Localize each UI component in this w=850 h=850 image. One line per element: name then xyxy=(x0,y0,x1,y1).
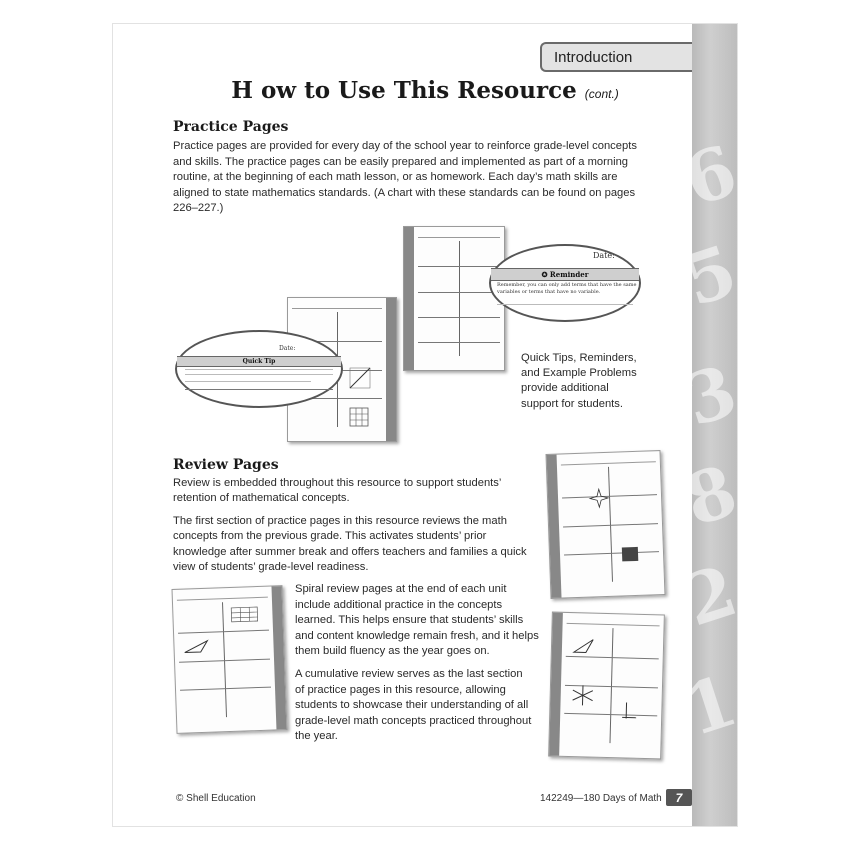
intersecting-lines-icon xyxy=(572,685,593,706)
lightbulb-icon: ✪ xyxy=(541,270,550,279)
reminder-text: Remember, you can only add terms that have the same xyxy=(497,282,637,288)
text-line xyxy=(185,374,333,375)
page-title xyxy=(0,77,850,104)
practice-page-thumbnail xyxy=(403,226,505,371)
footer-book-title: 142249—180 Days of Math xyxy=(540,793,662,804)
review-heading: Review Pages xyxy=(173,457,279,473)
text-line xyxy=(497,304,633,305)
practice-line: and skills. The practice pages can be easily prepared and implemented as part of a morning xyxy=(173,156,629,168)
review-line: view of students’ grade-level readiness. xyxy=(173,561,369,573)
decorative-numeral: 8 xyxy=(674,448,747,543)
review-page-thumbnail xyxy=(546,450,666,599)
practice-line: 226–227.) xyxy=(173,202,224,214)
reminder-date: Date: xyxy=(593,251,615,260)
thumbnail-header xyxy=(561,455,656,465)
review-line: grade-level math concepts practiced throughout xyxy=(295,715,532,727)
thumbnail-grid xyxy=(418,241,500,356)
text-line xyxy=(185,389,333,390)
quick-tip-title: Quick Tip xyxy=(177,356,341,367)
page-number: 7 xyxy=(666,789,692,806)
quick-tip-callout xyxy=(175,330,343,408)
review-line: students to showcase their understanding of all xyxy=(295,699,529,711)
thumbnail-header xyxy=(567,617,660,626)
reminder-title-text: Reminder xyxy=(549,270,589,279)
reminder-text: variables or terms that have no variable. xyxy=(497,289,601,295)
thumbnail-rule xyxy=(180,687,271,691)
practice-line: routine, at the beginning of each math lesson, or as homework. Each day’s math skills are xyxy=(173,171,618,183)
page-title-main: H ow to Use This Resource xyxy=(231,77,577,104)
review-line: them build fluency as the year goes on. xyxy=(295,645,490,657)
thumbnail-rule xyxy=(563,523,658,527)
review-line: include additional practice in the concepts xyxy=(295,599,503,611)
star-shape-icon xyxy=(590,489,609,508)
thumbnail-header xyxy=(177,591,268,601)
decorative-numeral: 1 xyxy=(674,658,747,753)
thumbnail-rule xyxy=(564,551,659,555)
decorative-numeral: 6 xyxy=(674,128,747,223)
triangle-icon xyxy=(574,639,594,654)
thumbnail-rule xyxy=(178,629,269,633)
caption-line: Quick Tips, Reminders, xyxy=(521,352,637,364)
thumbnail-header xyxy=(292,302,382,309)
caption-line: support for students. xyxy=(521,398,623,410)
footer-copyright: © Shell Education xyxy=(176,793,256,804)
reminder-title xyxy=(491,268,639,281)
review-page-thumbnail xyxy=(172,585,288,734)
caption-line: and Example Problems xyxy=(521,367,637,379)
review-line: and content knowledge remain fresh, and it helps xyxy=(295,630,539,642)
decorative-side-band xyxy=(674,24,747,826)
practice-line: Practice pages are provided for every day of the school year to reinforce grade-level concepts xyxy=(173,140,637,152)
grid-icon xyxy=(350,408,368,426)
thumbnail-rule xyxy=(566,656,659,659)
practice-line: aligned to state mathematics standards. (A chart with these standards can be found on pages xyxy=(173,187,636,199)
decorative-numeral: 3 xyxy=(674,348,747,443)
graph-icon xyxy=(350,368,370,388)
thumbnail-header xyxy=(418,231,500,238)
page-title-cont: (cont.) xyxy=(584,87,619,101)
decorative-numeral: 5 xyxy=(674,228,747,323)
review-line: Review is embedded throughout this resource to support students’ xyxy=(173,477,502,489)
text-line xyxy=(185,369,333,370)
thumbnail-rule xyxy=(418,342,500,343)
section-tab-label: Introduction xyxy=(554,48,633,66)
review-page-thumbnail xyxy=(548,612,665,760)
thumbnail-strip xyxy=(386,298,396,441)
review-line: knowledge after summer break and offers teachers and families a quick xyxy=(173,546,527,558)
review-line: retention of mathematical concepts. xyxy=(173,492,350,504)
review-line: the year. xyxy=(295,730,338,742)
table-icon xyxy=(231,607,257,622)
thumbnail-rule xyxy=(418,317,500,318)
thumbnail-rule xyxy=(179,658,270,662)
thumbnail-grid xyxy=(561,465,660,583)
thumbnail-rule xyxy=(418,292,500,293)
quick-tip-date: Date: xyxy=(279,345,296,352)
thumbnail-strip xyxy=(547,455,562,598)
reminder-callout xyxy=(489,244,641,322)
review-line: learned. This helps ensure that students’ skills xyxy=(295,614,524,626)
thumbnail-strip xyxy=(404,227,414,370)
thumbnail-strip xyxy=(549,613,563,756)
thumbnail-rule xyxy=(562,494,657,498)
review-line: The first section of practice pages in this resource reviews the math xyxy=(173,515,507,527)
practice-heading: Practice Pages xyxy=(173,119,289,135)
section-tab xyxy=(540,42,692,72)
text-line xyxy=(185,381,311,382)
caption-line: provide additional xyxy=(521,382,609,394)
review-line: concepts from the previous grade. This activates students’ prior xyxy=(173,530,487,542)
triangle-icon xyxy=(184,641,208,654)
review-line: Spiral review pages at the end of each unit xyxy=(295,583,507,595)
review-line: A cumulative review serves as the last section xyxy=(295,668,523,680)
decorative-numeral: 2 xyxy=(674,548,747,643)
thumbnail-rule xyxy=(418,266,500,267)
right-angle-icon xyxy=(622,702,636,718)
thumbnail-rule xyxy=(564,713,657,716)
review-line: of practice pages in this resource, allowing xyxy=(295,684,506,696)
grid-block-icon xyxy=(622,547,638,562)
